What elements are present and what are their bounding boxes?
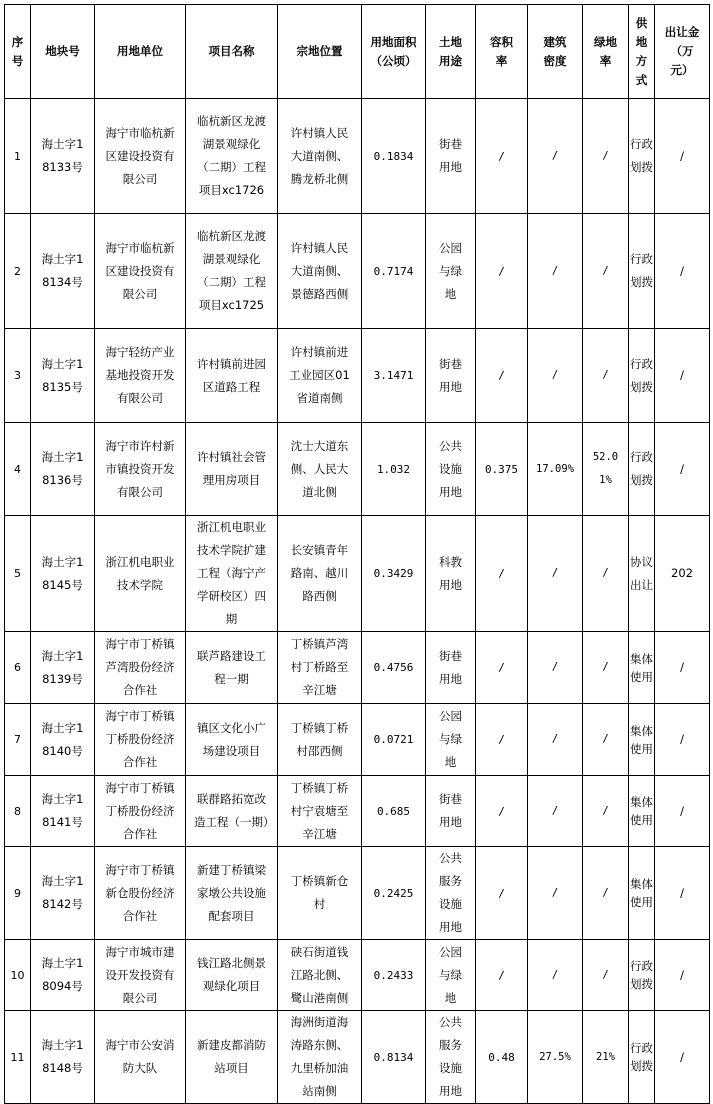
- cell-green: 52.01%: [583, 423, 629, 516]
- cell-fee: /: [655, 632, 710, 704]
- cell-green: 21%: [583, 1011, 629, 1104]
- header-plot: 地块号: [31, 5, 95, 99]
- cell-project: 镇区文化小广场建设项目: [186, 704, 278, 776]
- cell-supply: 行政划拨: [629, 99, 655, 214]
- cell-density: /: [528, 214, 583, 329]
- cell-supply: 集体使用: [629, 847, 655, 940]
- cell-location: 长安镇青年路南、越川路西侧: [278, 516, 362, 632]
- cell-seq: 5: [5, 516, 31, 632]
- cell-far: /: [476, 776, 528, 847]
- table-row: [5, 847, 710, 940]
- table-row: [5, 516, 710, 632]
- cell-supply: 协议出让: [629, 516, 655, 632]
- cell-use: 公共服务设施用地: [426, 847, 476, 940]
- cell-green: /: [583, 214, 629, 329]
- cell-seq: 3: [5, 329, 31, 423]
- cell-project: 新建皮都消防站项目: [186, 1011, 278, 1104]
- header-seq: 序号: [5, 5, 31, 99]
- cell-seq: 2: [5, 214, 31, 329]
- cell-density: /: [528, 776, 583, 847]
- cell-seq: 11: [5, 1011, 31, 1104]
- cell-fee: /: [655, 214, 710, 329]
- cell-green: /: [583, 847, 629, 940]
- land-supply-table: [4, 4, 710, 1104]
- cell-project: 临杭新区龙渡湖景观绿化（二期）工程项目xc1725: [186, 214, 278, 329]
- cell-far: /: [476, 329, 528, 423]
- cell-location: 丁桥镇丁桥村宁袁塘至辛江塘: [278, 776, 362, 847]
- cell-project: 许村镇前进园区道路工程: [186, 329, 278, 423]
- cell-green: /: [583, 632, 629, 704]
- cell-project: 浙江机电职业技术学院扩建工程（海宁产学研校区）四期: [186, 516, 278, 632]
- cell-area: 0.4756: [362, 632, 426, 704]
- cell-far: 0.48: [476, 1011, 528, 1104]
- cell-green: /: [583, 99, 629, 214]
- cell-seq: 10: [5, 940, 31, 1011]
- cell-fee: /: [655, 99, 710, 214]
- cell-use: 街巷用地: [426, 776, 476, 847]
- table-row: [5, 214, 710, 329]
- cell-plot: 海土字18094号: [31, 940, 95, 1011]
- header-density: 建筑密度: [528, 5, 583, 99]
- header-use: 土地用途: [426, 5, 476, 99]
- cell-plot: 海土字18134号: [31, 214, 95, 329]
- cell-location: 沈士大道东侧、人民大道北侧: [278, 423, 362, 516]
- cell-far: /: [476, 940, 528, 1011]
- cell-fee: /: [655, 940, 710, 1011]
- cell-fee: /: [655, 847, 710, 940]
- cell-density: 17.09%: [528, 423, 583, 516]
- cell-green: /: [583, 329, 629, 423]
- cell-project: 许村镇社会管理用房项目: [186, 423, 278, 516]
- cell-fee: /: [655, 423, 710, 516]
- cell-supply: 集体使用: [629, 776, 655, 847]
- cell-area: 0.8134: [362, 1011, 426, 1104]
- cell-area: 3.1471: [362, 329, 426, 423]
- cell-project: 联群路拓宽改造工程（一期）: [186, 776, 278, 847]
- cell-green: /: [583, 940, 629, 1011]
- cell-unit: 海宁市丁桥镇丁桥股份经济合作社: [95, 704, 186, 776]
- cell-use: 街巷用地: [426, 329, 476, 423]
- cell-seq: 8: [5, 776, 31, 847]
- table-row: [5, 99, 710, 214]
- header-row: [5, 5, 710, 99]
- cell-density: /: [528, 99, 583, 214]
- cell-area: 0.685: [362, 776, 426, 847]
- cell-use: 公共设施用地: [426, 423, 476, 516]
- cell-unit: 海宁市许村新市镇投资开发有限公司: [95, 423, 186, 516]
- cell-unit: 海宁市临杭新区建设投资有限公司: [95, 214, 186, 329]
- cell-far: 0.375: [476, 423, 528, 516]
- cell-fee: /: [655, 1011, 710, 1104]
- cell-plot: 海土字18139号: [31, 632, 95, 704]
- cell-plot: 海土字18148号: [31, 1011, 95, 1104]
- cell-use: 公园与绿地: [426, 704, 476, 776]
- cell-density: 27.5%: [528, 1011, 583, 1104]
- cell-far: /: [476, 99, 528, 214]
- cell-area: 0.2425: [362, 847, 426, 940]
- cell-seq: 9: [5, 847, 31, 940]
- cell-density: /: [528, 847, 583, 940]
- cell-area: 0.7174: [362, 214, 426, 329]
- cell-seq: 6: [5, 632, 31, 704]
- cell-density: /: [528, 632, 583, 704]
- cell-use: 公共服务设施用地: [426, 1011, 476, 1104]
- cell-location: 丁桥镇芦湾村丁桥路至辛江塘: [278, 632, 362, 704]
- table-row: [5, 776, 710, 847]
- cell-plot: 海土字18133号: [31, 99, 95, 214]
- cell-location: 许村镇前进工业园区01省道南侧: [278, 329, 362, 423]
- cell-area: 0.3429: [362, 516, 426, 632]
- cell-supply: 集体使用: [629, 632, 655, 704]
- cell-density: /: [528, 940, 583, 1011]
- cell-fee: /: [655, 329, 710, 423]
- cell-use: 科教用地: [426, 516, 476, 632]
- cell-project: 临杭新区龙渡湖景观绿化（二期）工程项目xc1726: [186, 99, 278, 214]
- cell-supply: 行政划拨: [629, 329, 655, 423]
- header-location: 宗地位置: [278, 5, 362, 99]
- table-row: [5, 1011, 710, 1104]
- cell-supply: 行政划拨: [629, 423, 655, 516]
- cell-seq: 4: [5, 423, 31, 516]
- cell-fee: 202: [655, 516, 710, 632]
- cell-location: 许村镇人民大道南侧、景德路西侧: [278, 214, 362, 329]
- cell-plot: 海土字18141号: [31, 776, 95, 847]
- cell-density: /: [528, 329, 583, 423]
- cell-supply: 集体使用: [629, 704, 655, 776]
- cell-unit: 海宁轻纺产业基地投资开发有限公司: [95, 329, 186, 423]
- table-row: [5, 940, 710, 1011]
- header-project: 项目名称: [186, 5, 278, 99]
- cell-unit: 海宁市丁桥镇新仓股份经济合作社: [95, 847, 186, 940]
- cell-area: 0.0721: [362, 704, 426, 776]
- cell-location: 丁桥镇新仓村: [278, 847, 362, 940]
- cell-project: 新建丁桥镇梁家墩公共设施配套项目: [186, 847, 278, 940]
- cell-fee: /: [655, 776, 710, 847]
- cell-green: /: [583, 516, 629, 632]
- cell-unit: 海宁市丁桥镇丁桥股份经济合作社: [95, 776, 186, 847]
- cell-supply: 行政划拨: [629, 1011, 655, 1104]
- cell-plot: 海土字18136号: [31, 423, 95, 516]
- cell-far: /: [476, 632, 528, 704]
- cell-far: /: [476, 516, 528, 632]
- table-row: [5, 704, 710, 776]
- cell-area: 1.032: [362, 423, 426, 516]
- cell-seq: 7: [5, 704, 31, 776]
- cell-unit: 海宁市公安消防大队: [95, 1011, 186, 1104]
- cell-project: 联芦路建设工程一期: [186, 632, 278, 704]
- cell-location: 许村镇人民大道南侧、腾龙桥北侧: [278, 99, 362, 214]
- cell-green: /: [583, 704, 629, 776]
- table-row: [5, 632, 710, 704]
- cell-use: 公园与绿地: [426, 214, 476, 329]
- header-area: 用地面积（公顷）: [362, 5, 426, 99]
- table-row: [5, 329, 710, 423]
- cell-project: 钱江路北侧景观绿化项目: [186, 940, 278, 1011]
- cell-density: /: [528, 516, 583, 632]
- cell-density: /: [528, 704, 583, 776]
- cell-seq: 1: [5, 99, 31, 214]
- cell-use: 公园与绿地: [426, 940, 476, 1011]
- cell-green: /: [583, 776, 629, 847]
- cell-far: /: [476, 847, 528, 940]
- cell-unit: 浙江机电职业技术学院: [95, 516, 186, 632]
- cell-plot: 海土字18140号: [31, 704, 95, 776]
- header-unit: 用地单位: [95, 5, 186, 99]
- header-far: 容积率: [476, 5, 528, 99]
- cell-plot: 海土字18135号: [31, 329, 95, 423]
- cell-plot: 海土字18145号: [31, 516, 95, 632]
- cell-area: 0.1834: [362, 99, 426, 214]
- cell-area: 0.2433: [362, 940, 426, 1011]
- cell-unit: 海宁市城市建设开发投资有限公司: [95, 940, 186, 1011]
- header-green: 绿地率: [583, 5, 629, 99]
- table-row: [5, 423, 710, 516]
- cell-location: 海洲街道海涛路东侧、九里桥加油站南侧: [278, 1011, 362, 1104]
- header-fee: 出让金（万元）: [655, 5, 710, 99]
- cell-supply: 行政划拨: [629, 940, 655, 1011]
- cell-unit: 海宁市丁桥镇芦湾股份经济合作社: [95, 632, 186, 704]
- cell-unit: 海宁市临杭新区建设投资有限公司: [95, 99, 186, 214]
- cell-use: 街巷用地: [426, 632, 476, 704]
- cell-far: /: [476, 704, 528, 776]
- cell-fee: /: [655, 704, 710, 776]
- cell-use: 街巷用地: [426, 99, 476, 214]
- cell-location: 硖石街道钱江路北侧、鹭山港南侧: [278, 940, 362, 1011]
- cell-supply: 行政划拨: [629, 214, 655, 329]
- cell-location: 丁桥镇丁桥村邵西侧: [278, 704, 362, 776]
- cell-far: /: [476, 214, 528, 329]
- cell-plot: 海土字18142号: [31, 847, 95, 940]
- header-supply: 供地方式: [629, 5, 655, 99]
